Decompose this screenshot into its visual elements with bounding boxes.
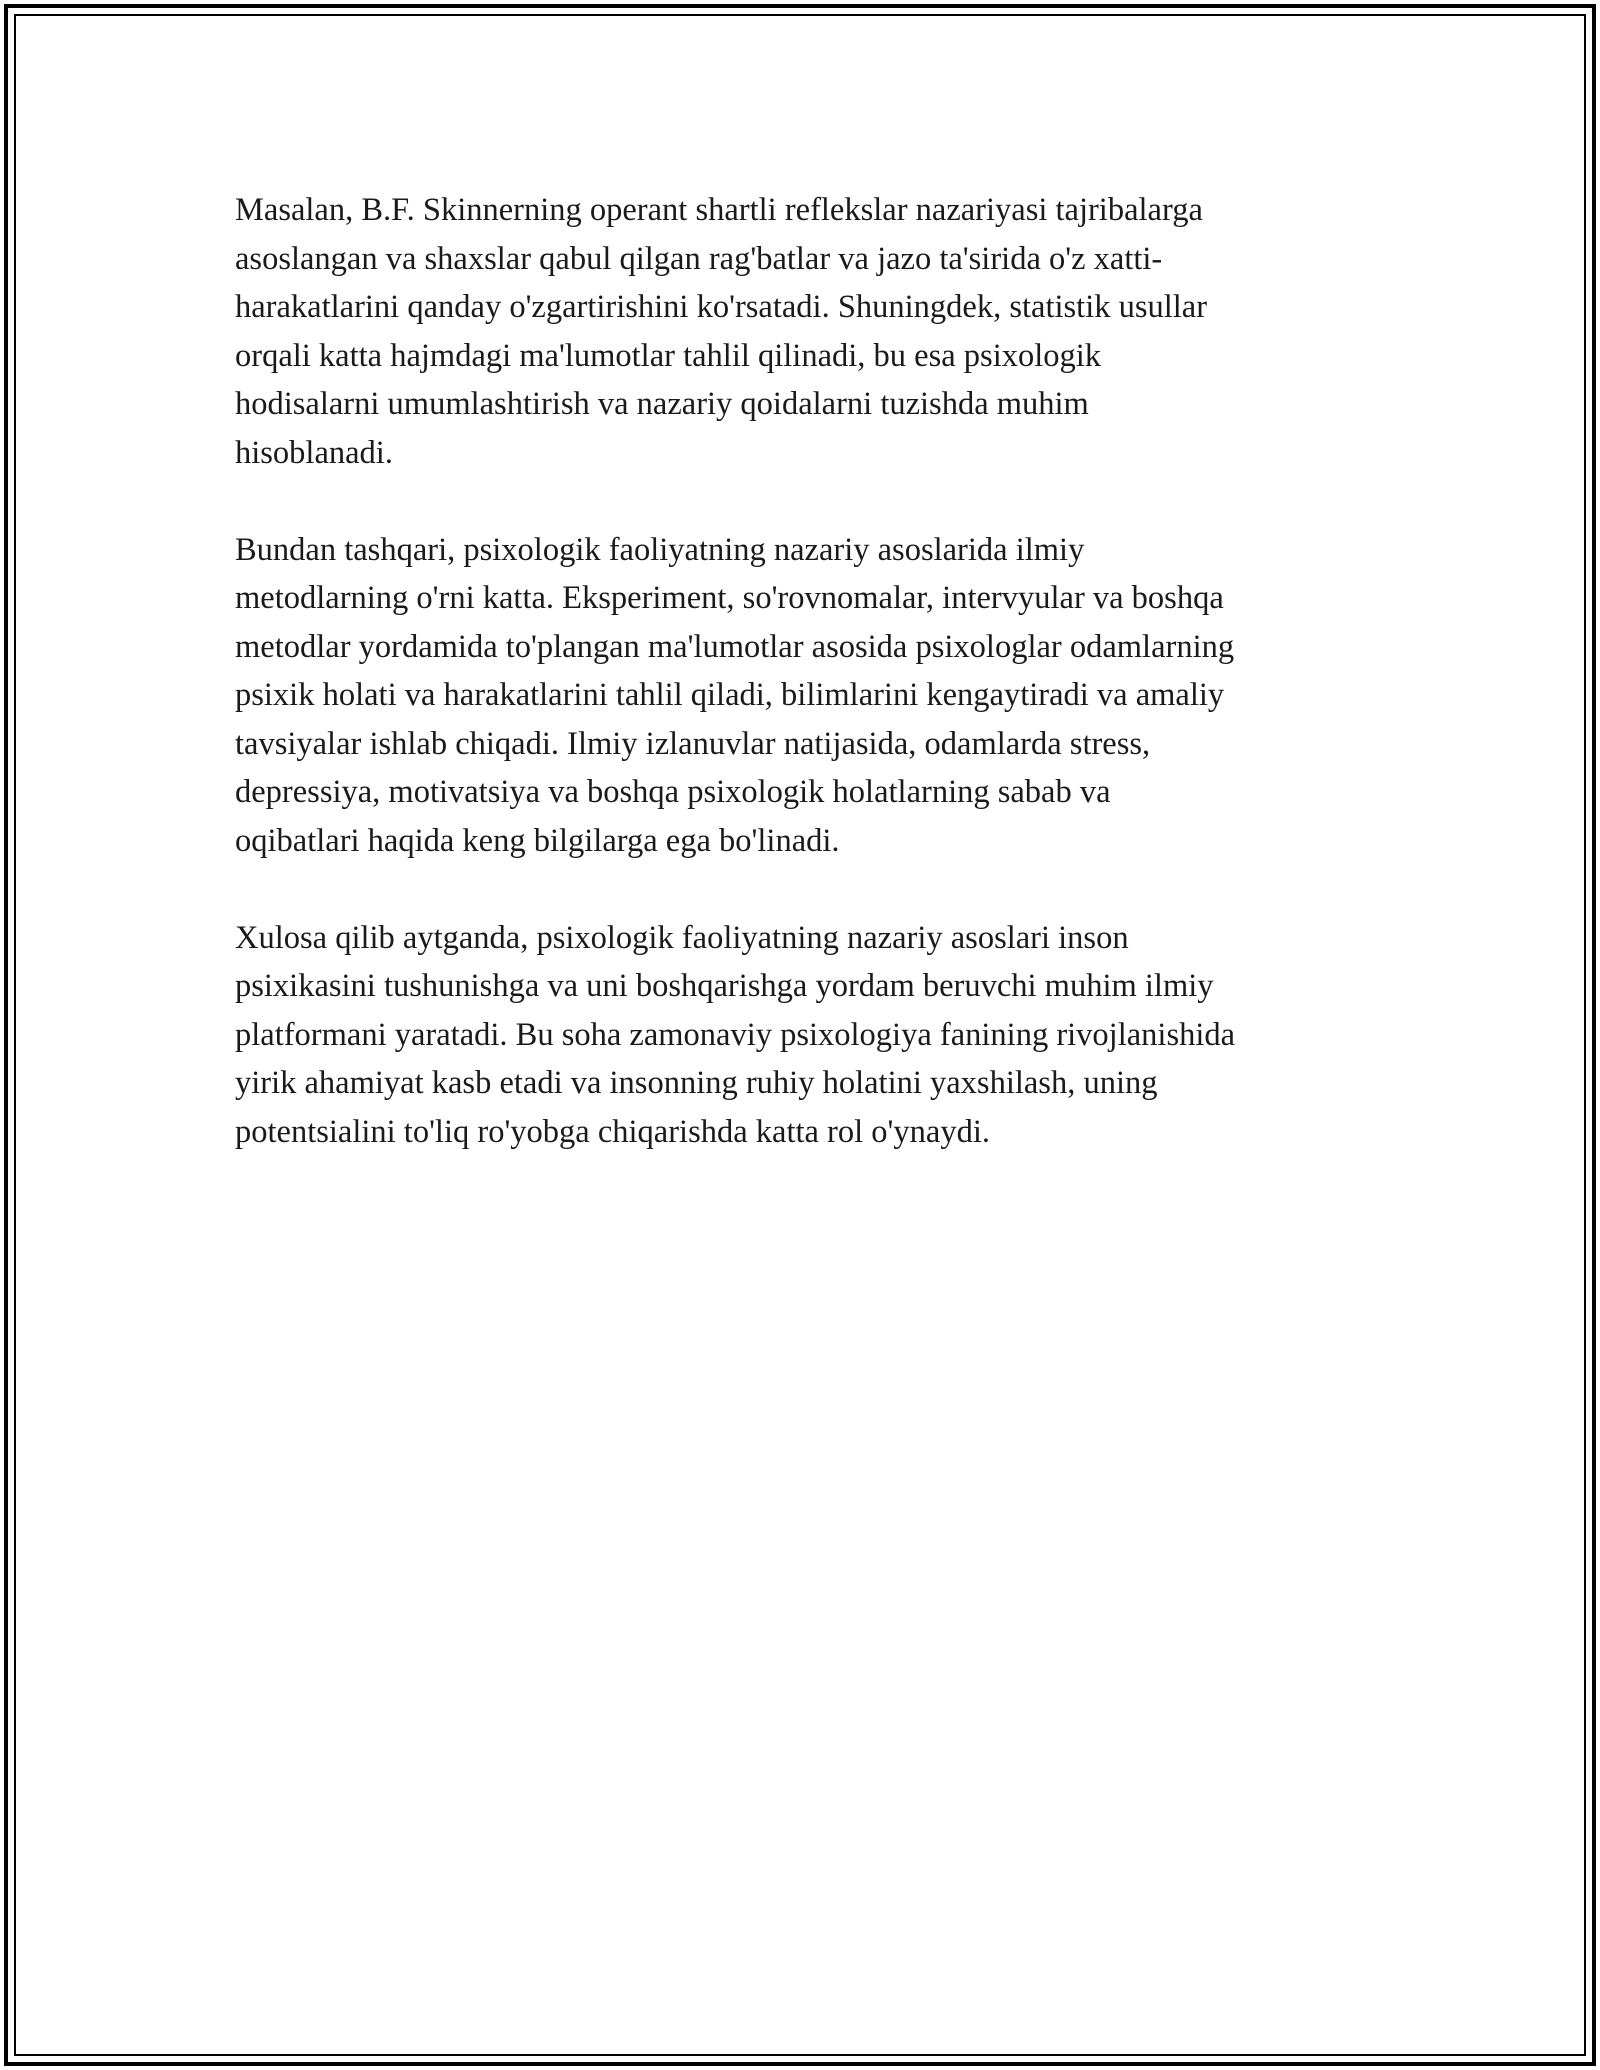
paragraph-line: platformani yaratadi. Bu soha zamonaviy psixologiya fanining rivojlanishida	[235, 1016, 1236, 1053]
paragraph-line: hodisalarni umumlashtirish va nazariy qoidalarni tuzishda muhim	[235, 386, 1089, 422]
paragraph-3	[235, 914, 1370, 1157]
paragraph-line: yirik ahamiyat kasb etadi va insonning ruhiy holatini yaxshilash, uning	[235, 1065, 1158, 1101]
paragraph-line: psixik holati va harakatlarini tahlil qiladi, bilimlarini kengaytiradi va amaliy	[235, 677, 1225, 713]
paragraph-line: potentsialini to'liq ro'yobga chiqarishda katta rol o'ynaydi.	[235, 1113, 990, 1150]
paragraph-2	[235, 526, 1370, 866]
paragraph-line: harakatlarini qanday o'zgartirishini ko'rsatadi. Shuningdek, statistik usullar	[235, 289, 1208, 325]
paragraph-line: Xulosa qilib aytganda, psixologik faoliyatning nazariy asoslari inson	[235, 919, 1129, 956]
paragraph-line: depressiya, motivatsiya va boshqa psixologik holatlarning sabab va	[235, 774, 1111, 810]
paragraph-line: hisoblanadi.	[235, 434, 393, 471]
paragraph-line: Bundan tashqari, psixologik faoliyatning nazariy asoslarida ilmiy	[235, 531, 1085, 568]
paragraph-line: tavsiyalar ishlab chiqadi. Ilmiy izlanuvlar natijasida, odamlarda stress,	[235, 725, 1151, 762]
paragraph-line: psixikasini tushunishga va uni boshqarishga yordam beruvchi muhim ilmiy	[235, 968, 1214, 1004]
document-body	[235, 186, 1370, 1205]
paragraph-line: metodlarning o'rni katta. Eksperiment, so'rovnomalar, intervyular va boshqa	[235, 580, 1224, 616]
paragraph-line: Masalan, B.F. Skinnerning operant shartli reflekslar nazariyasi tajribalarga	[235, 192, 1203, 228]
paragraph-1	[235, 186, 1370, 477]
paragraph-line: metodlar yordamida to'plangan ma'lumotlar asosida psixologlar odamlarning	[235, 628, 1235, 665]
paragraph-line: oqibatlari haqida keng bilgilarga ega bo'linadi.	[235, 822, 840, 859]
paragraph-line: orqali katta hajmdagi ma'lumotlar tahlil qilinadi, bu esa psixologik	[235, 337, 1102, 374]
paragraph-line: asoslangan va shaxslar qabul qilgan rag'batlar va jazo ta'sirida o'z xatti-	[235, 240, 1163, 277]
